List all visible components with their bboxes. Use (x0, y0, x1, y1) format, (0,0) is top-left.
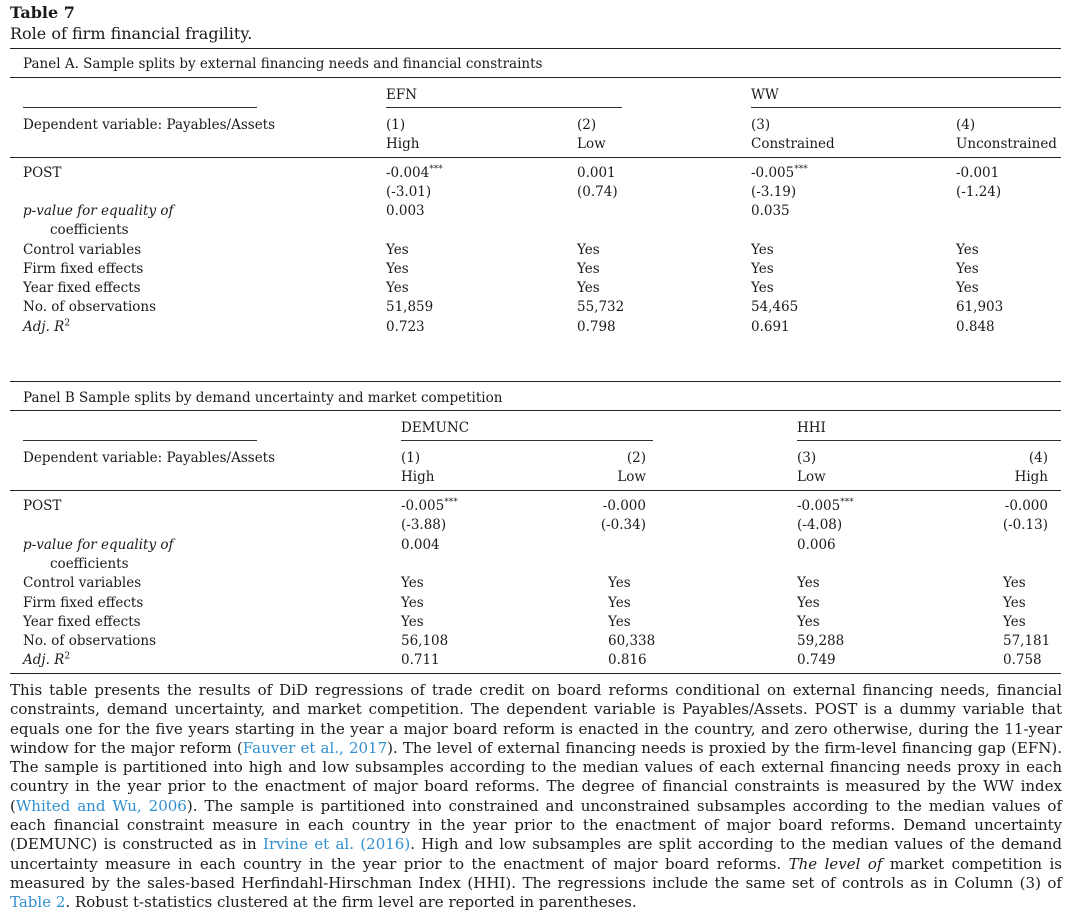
panel-a-col4-name: Unconstrained (956, 136, 1057, 152)
panel-b-obs-label: No. of observations (23, 633, 157, 649)
ref-link-irvine[interactable]: Irvine et al. (2016) (263, 835, 411, 854)
panel-a-firm-fe-label: Firm fixed effects (23, 261, 144, 277)
panel-b-yes: Yes (797, 614, 820, 630)
panel-b-stub-rule (23, 440, 257, 441)
panel-a-stub-rule (23, 107, 257, 108)
panel-b-tstat-3: (-4.08) (797, 517, 843, 533)
panel-a-post-1: -0.004*** (386, 164, 443, 181)
panel-b-tstat-1: (-3.88) (401, 517, 447, 533)
panel-b-yes: Yes (608, 595, 631, 611)
panel-b-pvalue-label: p-value for equality of (23, 537, 174, 553)
panel-b-yes: Yes (1003, 595, 1026, 611)
panel-a-yes: Yes (577, 261, 600, 277)
panel-b-col3-num: (3) (797, 450, 817, 466)
panel-b-yes: Yes (608, 614, 631, 630)
panel-b-r2-1: 0.711 (401, 652, 440, 668)
panel-b-col1-num: (1) (401, 450, 421, 466)
panel-b-header-rule (10, 490, 1061, 491)
panel-b-post-label: POST (23, 498, 62, 514)
panel-a-pvalue-label: p-value for equality of (23, 203, 174, 219)
panel-a-yes: Yes (577, 280, 600, 296)
panel-a-obs-label: No. of observations (23, 299, 157, 315)
panel-a-yes: Yes (386, 242, 409, 258)
ref-link-fauver[interactable]: Fauver et al., 2017 (242, 738, 388, 757)
panel-a-header-rule (10, 157, 1061, 158)
panel-a-obs-2: 55,732 (577, 299, 625, 315)
panel-b-obs-2: 60,338 (608, 633, 656, 649)
panel-a-obs-1: 51,859 (386, 299, 434, 315)
panel-a-group-efn: EFN (386, 87, 418, 103)
panel-b-title: Panel B Sample splits by demand uncertainty and market competition (23, 390, 503, 406)
panel-b-pvalue-label-2: coefficients (50, 556, 129, 572)
panel-a-yes: Yes (956, 261, 979, 277)
panel-b-obs-1: 56,108 (401, 633, 449, 649)
panel-b-demunc-rule (401, 440, 653, 441)
panel-b-r2-label: Adj. $R^2$ (23, 651, 71, 668)
panel-a-post-4: -0.001 (956, 165, 1000, 181)
panel-b-pvalue-1: 0.004 (401, 537, 440, 553)
panel-b-top-rule (10, 381, 1061, 382)
panel-a-yes: Yes (386, 261, 409, 277)
panel-b-r2-2: 0.816 (608, 652, 647, 668)
panel-b-obs-3: 59,288 (797, 633, 845, 649)
panel-a-pvalue-2: 0.035 (751, 203, 790, 219)
panel-b-col2-num: (2) (626, 450, 646, 466)
panel-a-post-label: POST (23, 165, 62, 181)
panel-a-tstat-3: (-3.19) (751, 184, 797, 200)
panel-b-controls-label: Control variables (23, 575, 142, 591)
panel-b-pvalue-2: 0.006 (797, 537, 836, 553)
panel-b-tstat-2: (-0.34) (600, 517, 646, 533)
table-subtitle: Role of firm financial fragility. (10, 24, 253, 43)
panel-a-controls-label: Control variables (23, 242, 142, 258)
panel-b-col2-name: Low (617, 469, 646, 485)
panel-a-yes: Yes (386, 280, 409, 296)
panel-a-pvalue-1: 0.003 (386, 203, 425, 219)
panel-b-yes: Yes (401, 575, 424, 591)
panel-b-col4-num: (4) (1028, 450, 1048, 466)
panel-a-yes: Yes (751, 242, 774, 258)
panel-a-post-3: -0.005*** (751, 164, 808, 181)
panel-a-ww-rule (751, 107, 1061, 108)
panel-b-hhi-rule (797, 440, 1061, 441)
table-title: Table 7 (10, 3, 75, 22)
panel-b-year-fe-label: Year fixed effects (23, 614, 141, 630)
panel-b-group-demunc: DEMUNC (401, 420, 470, 436)
panel-a-yes: Yes (956, 280, 979, 296)
panel-a-r2-label: Adj. $R^2$ (23, 318, 71, 335)
panel-b-post-3: -0.005*** (797, 497, 854, 514)
panel-b-yes: Yes (608, 575, 631, 591)
panel-a-tstat-4: (-1.24) (956, 184, 1002, 200)
bottom-rule (10, 673, 1061, 674)
panel-b-col3-name: Low (797, 469, 826, 485)
panel-a-group-ww: WW (751, 87, 779, 103)
panel-b-group-hhi: HHI (797, 420, 826, 436)
panel-a-dep-var: Dependent variable: Payables/Assets (23, 117, 276, 133)
panel-a-col3-name: Constrained (751, 136, 835, 152)
panel-a-title-rule (10, 77, 1061, 78)
panel-b-firm-fe-label: Firm fixed effects (23, 595, 144, 611)
panel-b-post-1: -0.005*** (401, 497, 458, 514)
top-rule (10, 48, 1061, 49)
panel-a-col2-name: Low (577, 136, 606, 152)
panel-a-efn-rule (386, 107, 622, 108)
panel-b-yes: Yes (401, 595, 424, 611)
panel-a-obs-4: 61,903 (956, 299, 1004, 315)
ref-link-whited-wu[interactable]: Whited and Wu, 2006 (15, 796, 187, 815)
table-note: This table presents the results of DiD regressions of trade credit on board reforms conditional on external financing needs, financial constraints, demand uncertainty, and market competition. The dependent variable is Payables/Assets. POST is a dummy variable that equals one for the five years starting in the year a major board reform is enacted in the country, and zero otherwise, during the 11-year window for the major reform (Fauver et al., 2017). The level of external financing needs is proxied by the firm-level financing gap (EFN). The sample is partitioned into high and low subsamples according to the median values of each external financing needs proxy in each country in the year prior to the enactment of major board reforms. The degree of financial constraints is measured by the WW index (Whited and Wu, 2006). The sample is partitioned into constrained and unconstrained subsamples according to the median values of each financial constraint measure in each country in the year prior to the enactment of major board reforms. Demand uncertainty (DEMUNC) is constructed as in Irvine et al. (2016). High and low subsamples are split according to the median values of the demand uncertainty measure in each country in the year prior to the enactment of major board reforms. The level of market competition is measured by the sales-based Herfindahl-Hirschman Index (HHI). The regressions include the same set of controls as in Column (3) of Table 2. Robust t-statistics clustered at the firm level are reported in parentheses. (10, 681, 1062, 912)
panel-b-obs-4: 57,181 (1003, 633, 1051, 649)
panel-b-title-rule (10, 410, 1061, 411)
panel-b-yes: Yes (797, 595, 820, 611)
panel-b-r2-4: 0.758 (1003, 652, 1042, 668)
panel-b-yes: Yes (1003, 575, 1026, 591)
panel-a-yes: Yes (577, 242, 600, 258)
panel-b-post-2: -0.000 (602, 498, 646, 514)
panel-a-r2-2: 0.798 (577, 319, 616, 335)
panel-a-title: Panel A. Sample splits by external financing needs and financial constraints (23, 56, 543, 72)
ref-link-table-2[interactable]: Table 2 (10, 893, 66, 912)
panel-b-yes: Yes (797, 575, 820, 591)
panel-a-col1-num: (1) (386, 117, 406, 133)
panel-a-tstat-1: (-3.01) (386, 184, 432, 200)
panel-a-yes: Yes (751, 280, 774, 296)
panel-b-col4-name: High (1014, 469, 1048, 485)
panel-a-r2-4: 0.848 (956, 319, 995, 335)
panel-a-col2-num: (2) (577, 117, 597, 133)
panel-a-col1-name: High (386, 136, 420, 152)
panel-a-yes: Yes (751, 261, 774, 277)
panel-b-tstat-4: (-0.13) (1002, 517, 1048, 533)
panel-b-post-4: -0.000 (1004, 498, 1048, 514)
panel-a-year-fe-label: Year fixed effects (23, 280, 141, 296)
panel-a-tstat-2: (0.74) (577, 184, 618, 200)
panel-b-dep-var: Dependent variable: Payables/Assets (23, 450, 276, 466)
panel-a-col4-num: (4) (956, 117, 976, 133)
panel-b-r2-3: 0.749 (797, 652, 836, 668)
panel-a-obs-3: 54,465 (751, 299, 799, 315)
panel-a-post-2: 0.001 (577, 165, 616, 181)
panel-a-yes: Yes (956, 242, 979, 258)
panel-a-pvalue-label-2: coefficients (50, 222, 129, 238)
panel-b-yes: Yes (1003, 614, 1026, 630)
panel-b-yes: Yes (401, 614, 424, 630)
panel-a-r2-1: 0.723 (386, 319, 425, 335)
panel-a-r2-3: 0.691 (751, 319, 790, 335)
panel-a-col3-num: (3) (751, 117, 771, 133)
panel-b-col1-name: High (401, 469, 435, 485)
